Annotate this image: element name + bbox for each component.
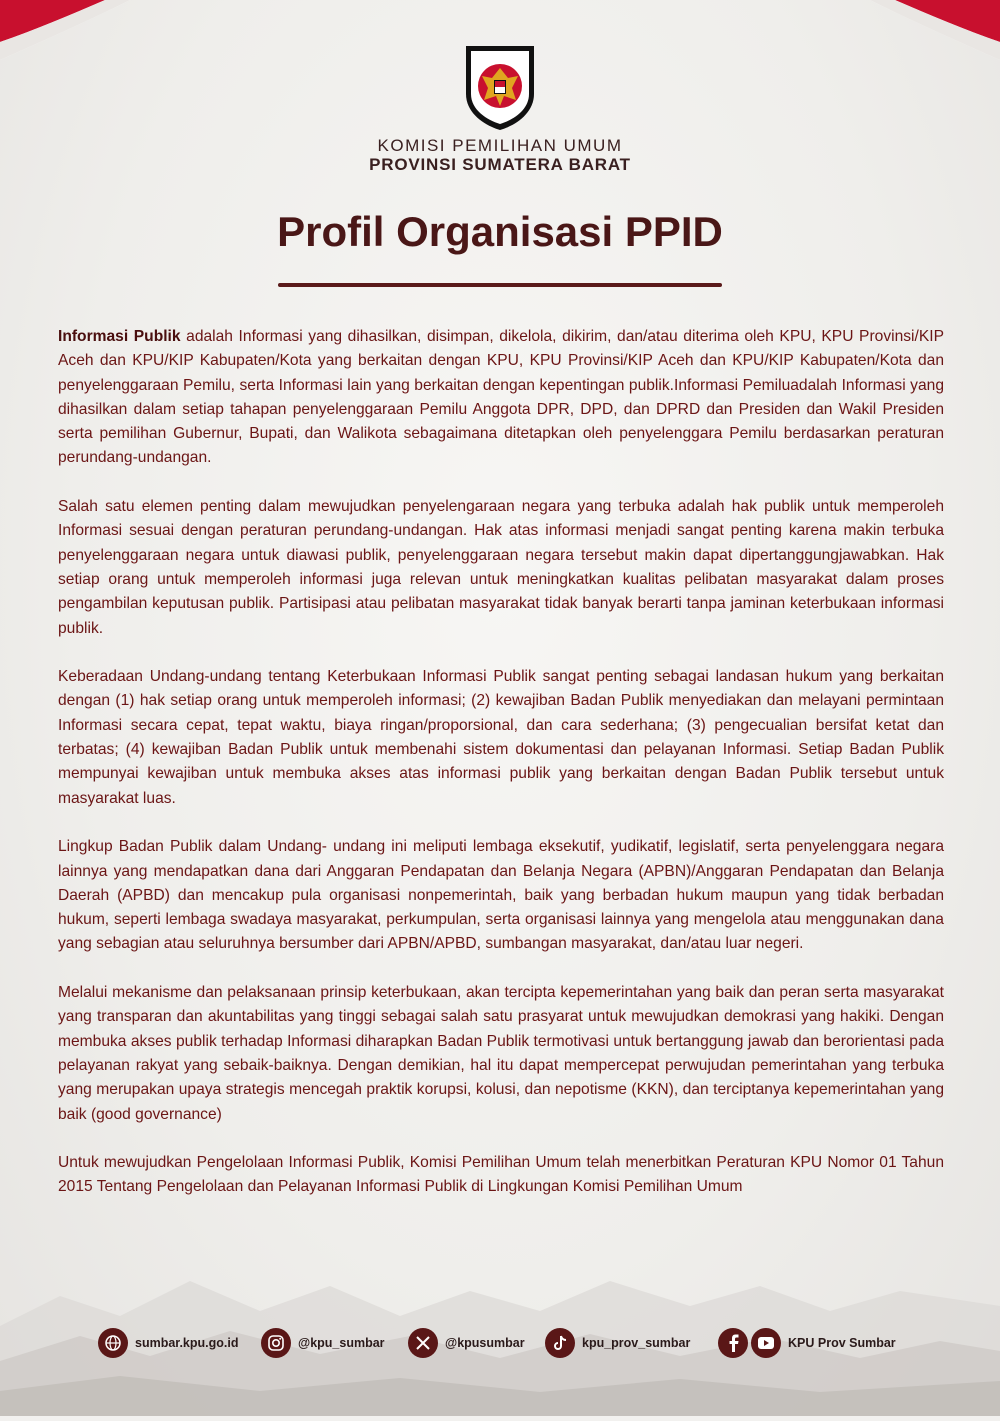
footer-tiktok-text: kpu_prov_sumbar — [582, 1336, 691, 1350]
paragraph-1 — [58, 325, 944, 471]
instagram-icon — [261, 1328, 291, 1358]
kpu-logo — [458, 42, 542, 132]
body-content — [58, 325, 944, 1224]
footer-social-bar — [0, 1325, 1000, 1361]
facebook-icon — [718, 1328, 748, 1358]
paragraph-4 — [58, 835, 944, 956]
paragraph-2-text: Salah satu elemen penting dalam mewujudkan penyelengaraan negara yang terbuka adalah hak publik untuk memperoleh Informasi sesuai dengan peraturan perundang-undangan. Hak atas informasi menjadi sangat penting karena makin terbuka penyelenggaraan negara untuk diawasi publik, penyelenggaraan negara tersebut makin dapat dipertanggungjawabkan. Hak setiap orang untuk memperoleh informasi juga relevan untuk meningkatkan kualitas pelibatan masyarakat dalam proses pengambilan keputusan publik. Partisipasi atau pelibatan masyarakat tidak banyak berarti tanpa jaminan keterbukaan informasi publik. — [58, 498, 944, 637]
paragraph-3-text: Keberadaan Undang-undang tentang Keterbukaan Informasi Publik sangat penting sebagai landasan hukum yang berkaitan dengan (1) hak setiap orang untuk memperoleh informasi; (2) kewajiban Badan Publik menyediakan dan melayani permintaan Informasi secara cepat, tepat waktu, biaya ringan/proporsional, dan cara sederhana; (3) pengecualian bersifat ketat dan terbatas; (4) kewajiban Badan Publik untuk membenahi sistem dokumentasi dan pelayanan Informasi. Setiap Badan Publik mempunyai kewajiban untuk membuka akses atas informasi publik yang berkaitan dengan Badan Publik tersebut untuk masyarakat luas. — [58, 668, 944, 807]
paragraph-5-text: Melalui mekanisme dan pelaksanaan prinsip keterbukaan, akan tercipta kepemerintahan yang baik dan peran serta masyarakat yang transparan dan akuntabilitas yang tinggi sebagai salah satu prasyarat untuk mewujudkan demokrasi yang hakiki. Dengan membuka akses publik terhadap Informasi diharapkan Badan Publik termotivasi untuk bertanggung jawab dan berorientasi pada pelayanan rakyat yang sebaik-baiknya. Dengan demikian, hal itu dapat mempercepat perwujudan pemerintahan yang terbuka yang merupakan upaya strategis mencegah praktik korupsi, kolusi, dan nepotisme (KKN), dan terciptanya kepemerintahan yang baik (good governance) — [58, 984, 944, 1123]
footer-website-text: sumbar.kpu.go.id — [135, 1336, 239, 1350]
org-name-line2: PROVINSI SUMATERA BARAT — [369, 155, 631, 174]
footer-tiktok[interactable] — [545, 1325, 690, 1361]
footer-facebook-youtube[interactable] — [718, 1325, 896, 1361]
tiktok-icon — [545, 1328, 575, 1358]
paragraph-6-text: Untuk mewujudkan Pengelolaan Informasi Publik, Komisi Pemilihan Umum telah menerbitkan Peraturan KPU Nomor 01 Tahun 2015 Tentang Pengelolaan dan Pelayanan Informasi Publik di Lingkungan Komisi Pemilihan Umum — [58, 1154, 944, 1196]
footer-website[interactable] — [98, 1325, 239, 1361]
paragraph-2 — [58, 495, 944, 641]
paragraph-3 — [58, 665, 944, 811]
footer-instagram-text: @kpu_sumbar — [298, 1336, 385, 1350]
youtube-icon — [751, 1328, 781, 1358]
footer-instagram[interactable] — [261, 1325, 385, 1361]
x-icon — [408, 1328, 438, 1358]
paragraph-1-text: adalah Informasi yang dihasilkan, disimpan, dikelola, dikirim, dan/atau diterima oleh KPU, KPU Provinsi/KIP Aceh dan KPU/KIP Kabupaten/Kota yang berkaitan dengan KPU, KPU Provinsi/KIP Aceh dan KPU/KIP Kabupaten/Kota dan penyelenggaraan Pemilu, serta Informasi lain yang berkaitan dengan kepentingan publik.Informasi Pemiluadalah Informasi yang dihasilkan dalam setiap tahapan penyelenggaraan Pemilu Anggota DPR, DPD, dan DPRD dan Presiden dan Wakil Presiden serta pemilihan Gubernur, Bupati, dan Walikota sebagaimana ditetapkan oleh penyelenggara Pemilu berdasarkan peraturan perundang-undangan. — [58, 328, 944, 467]
flag-ribbon-right — [830, 0, 1000, 70]
footer-x[interactable] — [408, 1325, 525, 1361]
footer-x-text: @kpusumbar — [445, 1336, 525, 1350]
footer-facebook-youtube-text: KPU Prov Sumbar — [788, 1336, 896, 1350]
paragraph-5 — [58, 981, 944, 1127]
page-title: Profil Organisasi PPID — [277, 208, 723, 255]
org-name-line1: KOMISI PEMILIHAN UMUM — [377, 136, 623, 155]
paragraph-1-lead: Informasi Publik — [58, 328, 181, 345]
mountain-background — [0, 1186, 1000, 1416]
title-divider — [278, 283, 722, 287]
flag-ribbon-left — [0, 0, 170, 70]
globe-icon — [98, 1328, 128, 1358]
paragraph-4-text: Lingkup Badan Publik dalam Undang- undang ini meliputi lembaga eksekutif, yudikatif, legislatif, serta penyelenggara negara lainnya yang mendapatkan dana dari Anggaran Pendapatan dan Belanja Negara (APBN)/Anggaran Pendapatan dan Belanja Daerah (APBD) dan mencakup pula organisasi nonpemerintah, baik yang berbadan hukum maupun yang tidak berbadan hukum, seperti lembaga swadaya masyarakat, perkumpulan, serta organisasi lainnya yang mengelola atau menggunakan dana yang sebagian atau seluruhnya bersumber dari APBN/APBD, sumbangan masyarakat, dan/atau luar negeri. — [58, 838, 944, 953]
